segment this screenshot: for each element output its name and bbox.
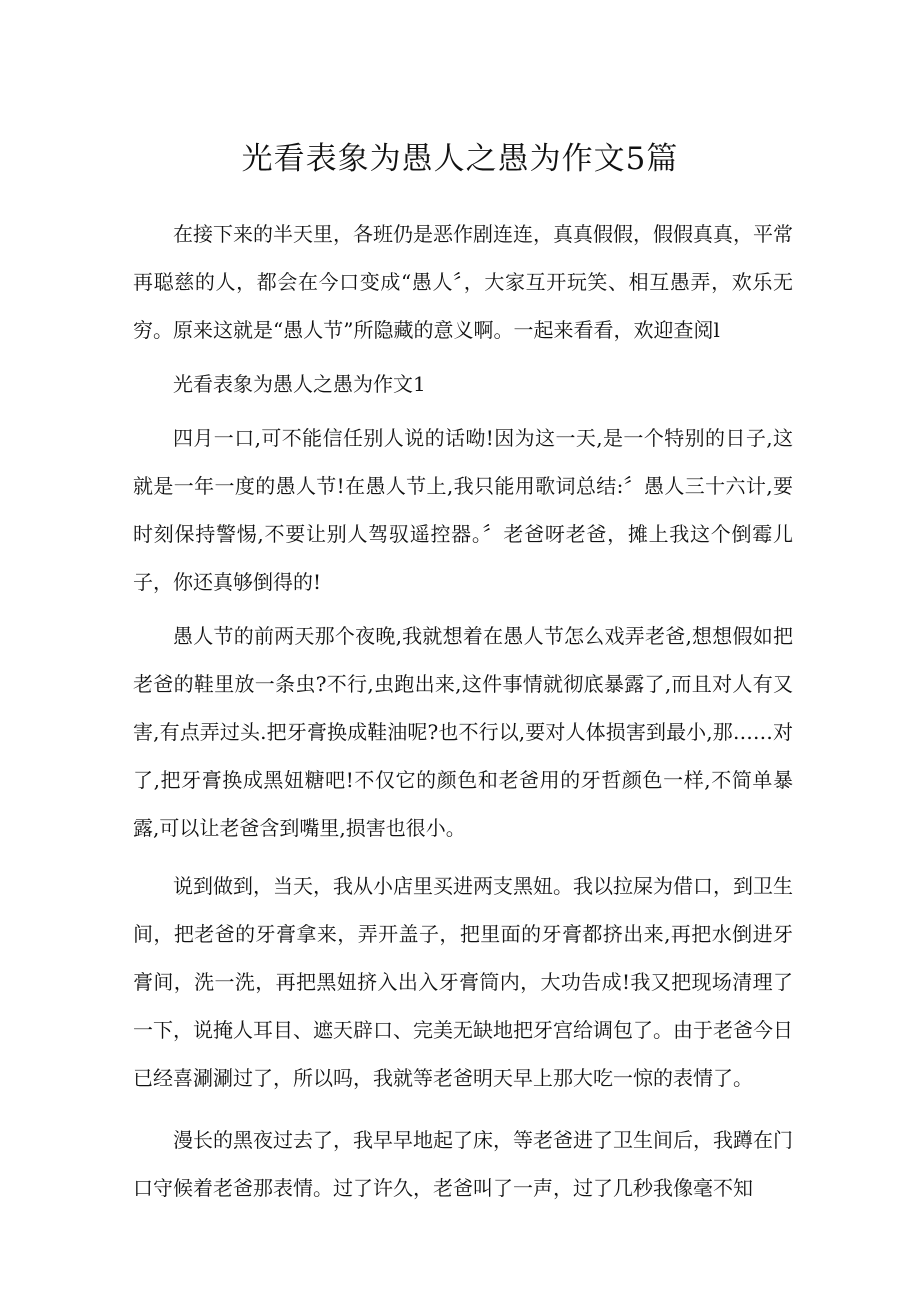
body-paragraph: 愚人节的前两天那个夜晚,我就想着在愚人节怎么戏弄老爸,想想假如把老爸的鞋里放一条虫?不行,虫跑出来,这件事情就彻底暴露了,而且对人有又害,有点弄过头.把牙膏换成鞋油呢?也不行以,要对人体损害到最小,那……对了,把牙膏换成黑妞糖吧!不仅它的颜色和老爸用的牙哲颜色一样,不简单暴露,可以让老爸含到嘴里,损害也很小。 [133, 624, 793, 840]
essay-subtitle: 光看表象为愚人之愚为作文1 [173, 372, 426, 396]
body-paragraph: 四月一口,可不能信任别人说的话呦!因为这一天,是一个特别的日子,这就是一年一度的愚人节!在愚人节上,我只能用歌词总结:〞愚人三十六计,要时刻保持警惕,不要让别人驾驭遥控器。〞老爸呀老爸，摊上我这个倒霉儿子，你还真够倒得的! [133, 426, 793, 594]
document-body [133, 210, 793, 1212]
body-paragraph: 漫长的黑夜过去了，我早早地起了床，等老爸进了卫生间后，我蹲在门口守候着老爸那表情。过了许久，老爸叫了一声，过了几秒我像毫不知 [133, 1128, 793, 1200]
body-paragraph: 说到做到，当天，我从小店里买进两支黑妞。我以拉屎为借口，到卫生间，把老爸的牙膏拿来，弄开盖子，把里面的牙膏都挤出来,再把水倒进牙膏间，洗一洗，再把黑妞挤入出入牙膏筒内，大功告成!我又把现场清理了一下，说掩人耳目、遮天辟口、完美无缺地把牙宫给调包了。由于老爸今日已经喜涮涮过了，所以吗，我就等老爸明天早上那大吃一惊的表情了。 [133, 874, 793, 1090]
document-title: 光看表象为愚人之愚为作文5篇 [241, 141, 679, 177]
intro-paragraph: 在接下来的半天里，各班仍是恶作剧连连，真真假假，假假真真，平常再聪慈的人，都会在今口变成“愚人〞，大家互开玩笑、相互愚弄，欢乐无穷。原来这就是“愚人节”所隐藏的意义啊。一起来看看，欢迎查阅l [133, 222, 793, 342]
